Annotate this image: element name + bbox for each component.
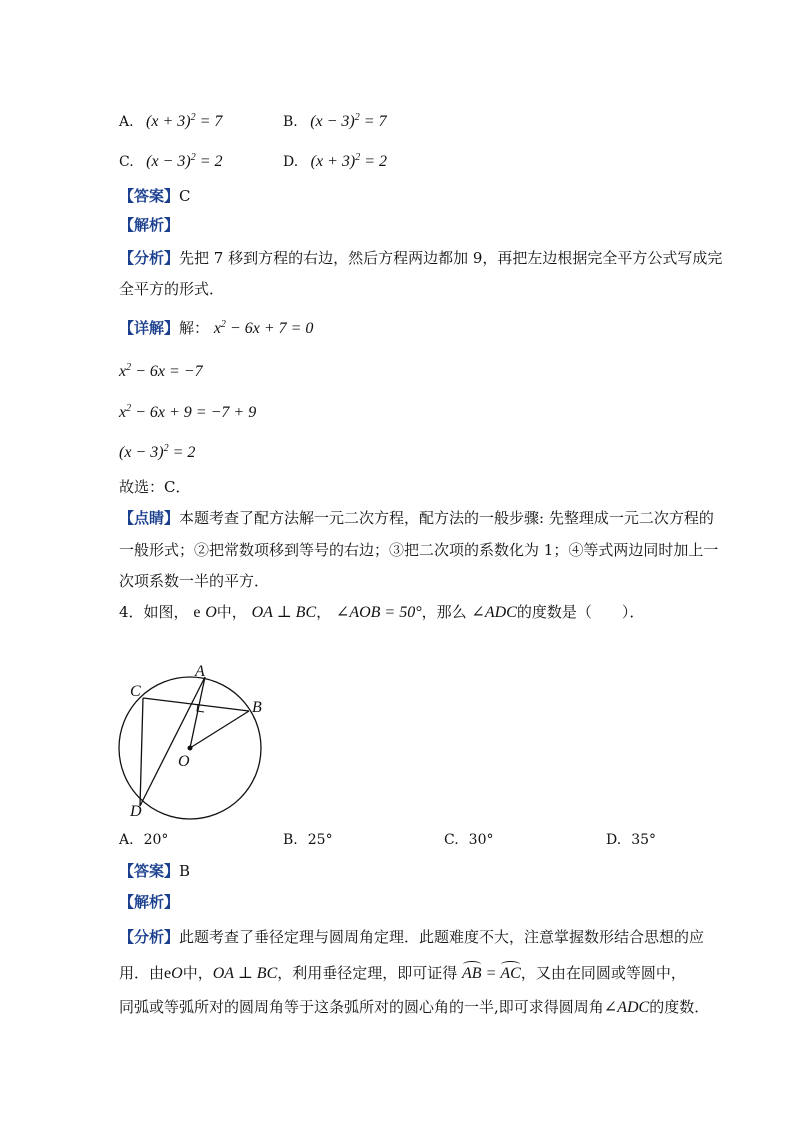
q3-step4: $(x - 3)^2 = 2$: [119, 443, 196, 461]
label-d: D: [130, 803, 142, 820]
label-c: C: [130, 683, 141, 700]
q3-option-b-rhs: = 7: [359, 113, 387, 130]
label-b: B: [252, 699, 262, 716]
label-a: A: [195, 663, 205, 680]
q3-analysis-heading: [119, 214, 179, 236]
q4-option-d: D. 35°: [606, 832, 657, 848]
q4-stem-angle: ∠AOB = 50°: [335, 604, 422, 621]
q3-comment-text1: 本题考查了配方法解一元二次方程，配方法的一般步骤: 先整理成一元二次方程的: [179, 509, 714, 527]
q3-analysis-tag: 【解析】: [119, 216, 180, 234]
q4-option-d-value: 35°: [631, 832, 657, 848]
q3-fenxi-line2: 全平方的形式．: [119, 280, 225, 298]
q4-option-a: A. 20°: [119, 832, 169, 848]
q3-option-c-letter: C.: [119, 154, 134, 170]
q3-answer-value: C: [179, 187, 191, 205]
q3-comment-line1: [119, 507, 714, 529]
q3-choice-text: 故选：C．: [119, 478, 191, 496]
chord-cd: [140, 698, 143, 806]
q3-fenxi-tag: 【分析】: [119, 249, 180, 267]
q4-fenxi-line1: [119, 926, 704, 948]
arc-ac: AC: [500, 963, 520, 985]
q3-option-c: [119, 147, 222, 173]
q3-answer: [119, 185, 191, 207]
q3-option-a: [119, 107, 222, 133]
q4-analysis-tag: 【解析】: [119, 893, 180, 911]
q3-option-a-letter: A.: [119, 114, 134, 130]
q4-answer: [119, 860, 190, 882]
q4-fenxi-line2: 用．由eO中，OA ⊥ BC，利用垂径定理，即可证得 AB = AC，又由在同圆或等圆中，: [119, 962, 686, 985]
q3-option-a-exp: 2: [190, 112, 196, 123]
q4-stem-prefix: 4．如图，: [119, 603, 189, 621]
q3-option-c-exp: 2: [190, 152, 196, 163]
q3-step1-exp: 2: [220, 319, 226, 330]
q4-option-c-value: 30°: [468, 832, 494, 848]
q3-step3: $x^2 - 6x + 9 = -7 + 9$: [119, 403, 257, 421]
circle-symbol-icon: e: [193, 604, 201, 621]
center-point: [188, 746, 193, 751]
q3-step1-rest: − 6x + 7 = 0: [225, 320, 314, 337]
q3-option-b-letter: B.: [283, 114, 298, 130]
q3-option-a-base: (x + 3): [146, 113, 191, 130]
chord-cb: [143, 698, 249, 711]
q4-option-a-value: 20°: [143, 832, 169, 848]
q4-fenxi-line3: 同弧或等弧所对的圆周角等于这条弧所对的圆心角的一半,即可求得圆周角∠ADC的度数．: [119, 998, 710, 1016]
q3-option-d-exp: 2: [355, 152, 361, 163]
q3-option-c-rhs: = 2: [195, 153, 223, 170]
circle-symbol-icon: e: [164, 965, 172, 982]
q4-option-b-value: 25°: [307, 832, 333, 848]
q3-option-d-letter: D.: [283, 154, 299, 170]
arc-ab: AB: [462, 963, 482, 985]
q4-stem: 4．如图， e O中， OA ⊥ BC， ∠AOB = 50°，那么 ∠ADC的度数是（ ）．: [119, 603, 645, 621]
q3-option-d-base: (x + 3): [310, 153, 356, 170]
q3-detail-tag: 【详解】: [119, 319, 180, 337]
q3-comment-tag: 【点睛】: [119, 509, 180, 527]
q3-option-c-base: (x − 3): [146, 153, 191, 170]
q4-option-c: C. 30°: [444, 832, 494, 848]
q3-option-b: [283, 107, 387, 133]
q3-detail-line: [119, 314, 313, 340]
q3-option-a-rhs: = 7: [195, 113, 223, 130]
q3-step1-base: x: [213, 320, 221, 337]
q4-fenxi-tag: 【分析】: [119, 928, 180, 946]
q3-option-d-rhs: = 2: [360, 153, 387, 170]
q3-comment-line3: 次项系数一半的平方．: [119, 572, 270, 590]
radius-oa: [190, 677, 205, 748]
radius-ob: [190, 711, 249, 748]
label-o: O: [178, 753, 190, 770]
q4-fenxi-text1: 此题考查了垂径定理与圆周角定理．此题难度不大，注意掌握数形结合思想的应: [179, 928, 705, 946]
q4-stem-perpendicular: OA ⊥ BC: [251, 604, 317, 621]
q4-stem-center: O: [205, 604, 217, 621]
q3-fenxi-line1: [119, 247, 722, 269]
chord-ad: [140, 677, 205, 806]
q3-comment-line2: 一般形式；②把常数项移到等号的右边；③把二次项的系数化为 1；④等式两边同时加上一: [119, 541, 719, 559]
q3-fenxi-text1: 先把 7 移到方程的右边，然后方程两边都加 9，再把左边根据完全平方公式写成完: [179, 249, 723, 267]
q4-analysis-heading: [119, 891, 179, 913]
q3-option-d: [283, 147, 387, 173]
circle-geometry-figure: [110, 655, 290, 825]
q3-answer-tag: 【答案】: [119, 187, 180, 205]
q3-step2: $x^2 - 6x = -7$: [119, 362, 203, 380]
q4-answer-value: B: [179, 862, 191, 880]
q4-answer-tag: 【答案】: [119, 862, 180, 880]
q3-detail-prefix: 解：: [179, 319, 210, 337]
q4-stem-target-angle: ∠ADC: [471, 604, 517, 621]
arc-equality: AB = AC: [462, 965, 521, 982]
q4-option-b: B. 25°: [283, 832, 333, 848]
q3-option-b-exp: 2: [354, 112, 360, 123]
q3-option-b-base: (x − 3): [310, 113, 355, 130]
